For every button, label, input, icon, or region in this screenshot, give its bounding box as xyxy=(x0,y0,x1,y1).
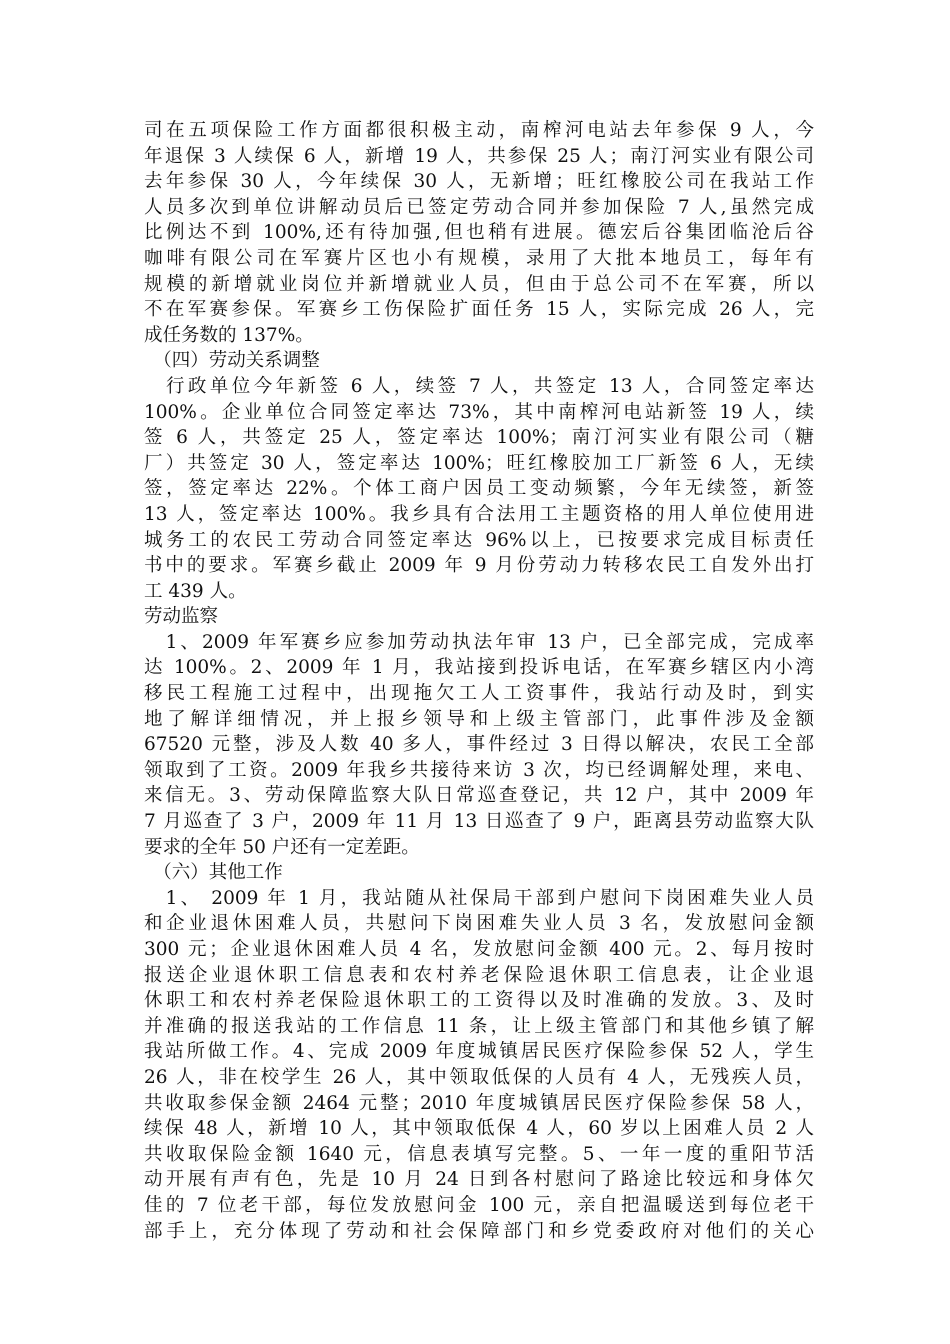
body-text xyxy=(144,118,814,1244)
text-line: 我站所做工作。4、完成 2009 年度城镇居民医疗保险参保 52 人，学生 xyxy=(144,1041,814,1063)
text-line: 人员多次到单位讲解动员后已签定劳动合同并参加保险 7 人,虽然完成 xyxy=(144,196,814,218)
text-line: 地了解详细情况，并上报乡领导和上级主管部门，此事件涉及金额 xyxy=(144,708,814,730)
text-line: 要求的全年 50 户还有一定差距。 xyxy=(144,836,420,858)
text-line: 1、2009 年军赛乡应参加劳动执法年审 13 户，已全部完成，完成率 xyxy=(144,631,814,653)
text-line: 签，签定率达 22%。个体工商户因员工变动频繁，今年无续签，新签 xyxy=(144,478,814,500)
text-line: 报送企业退休职工信息表和农村养老保险退休职工信息表，让企业退 xyxy=(144,964,814,986)
section-heading: （四）劳动关系调整 xyxy=(144,350,320,372)
text-line: 城务工的农民工劳动合同签定率达 96%以上，已按要求完成目标责任 xyxy=(144,529,814,551)
text-line: 厂）共签定 30 人，签定率达 100%；旺红橡胶加工厂新签 6 人，无续 xyxy=(144,452,814,474)
text-line: 续保 48 人，新增 10 人，其中领取低保 4 人，60 岁以上困难人员 2 人 xyxy=(144,1118,814,1140)
section-heading: 劳动监察 xyxy=(144,606,219,628)
text-line: 去年参保 30 人，今年续保 30 人，无新增；旺红橡胶公司在我站工作 xyxy=(144,171,814,193)
text-line: 来信无。3、劳动保障监察大队日常巡查登记，共 12 户，其中 2009 年 xyxy=(144,785,814,807)
text-line: 67520 元整，涉及人数 40 多人，事件经过 3 日得以解决，农民工全部 xyxy=(144,734,814,756)
text-line: 并准确的报送我站的工作信息 11 条，让上级主管部门和其他乡镇了解 xyxy=(144,1015,814,1037)
text-line: 100%。企业单位合同签定率达 73%，其中南榨河电站新签 19 人，续 xyxy=(144,401,814,423)
text-line: 行政单位今年新签 6 人，续签 7 人，共签定 13 人，合同签定率达 xyxy=(144,375,814,397)
text-line: 不在军赛参保。军赛乡工伤保险扩面任务 15 人，实际完成 26 人，完 xyxy=(144,299,814,321)
text-line: 动开展有声有色，先是 10 月 24 日到各村慰问了路途比较远和身体欠 xyxy=(144,1169,814,1191)
text-line: 年退保 3 人续保 6 人，新增 19 人，共参保 25 人；南汀河实业有限公司 xyxy=(144,145,814,167)
text-line: 13 人，签定率达 100%。我乡具有合法用工主题资格的用人单位使用进 xyxy=(144,503,814,525)
text-line: 和企业退休困难人员，共慰问下岗困难失业人员 3 名，发放慰问金额 xyxy=(144,913,814,935)
text-line: 1、 2009 年 1 月，我站随从社保局干部到户慰问下岗困难失业人员 xyxy=(144,887,814,909)
text-line: 休职工和农村养老保险退休职工的工资得以及时准确的发放。3、及时 xyxy=(144,990,814,1012)
text-line: 签 6 人，共签定 25 人，签定率达 100%；南汀河实业有限公司（糖 xyxy=(144,427,814,449)
text-line: 司在五项保险工作方面都很积极主动，南榨河电站去年参保 9 人，今 xyxy=(144,120,814,141)
text-line: 比例达不到 100%,还有待加强,但也稍有进展。德宏后谷集团临沧后谷 xyxy=(144,222,814,244)
text-line: 移民工程施工过程中，出现拖欠工人工资事件，我站行动及时，到实 xyxy=(144,683,814,705)
text-line: 共收取保险金额 1640 元，信息表填写完整。5、一年一度的重阳节活 xyxy=(144,1143,814,1165)
text-line: 工 439 人。 xyxy=(144,580,247,602)
section-heading: （六）其他工作 xyxy=(144,862,283,884)
text-line: 26 人，非在校学生 26 人，其中领取低保的人员有 4 人，无残疾人员， xyxy=(144,1066,814,1088)
text-line: 领取到了工资。2009 年我乡共接待来访 3 次，均已经调解处理，来电、 xyxy=(144,759,814,781)
text-line: 咖啡有限公司在军赛片区也小有规模，录用了大批本地员工，每年有 xyxy=(144,247,814,269)
text-line: 共收取参保金额 2464 元整；2010 年度城镇居民医疗保险参保 58 人， xyxy=(144,1092,814,1114)
text-line: 佳的 7 位老干部，每位发放慰问金 100 元，亲自把温暖送到每位老干 xyxy=(144,1194,814,1216)
text-line: 部手上，充分体现了劳动和社会保障部门和乡党委政府对他们的关心 xyxy=(144,1220,814,1242)
text-line: 书中的要求。军赛乡截止 2009 年 9 月份劳动力转移农民工自发外出打 xyxy=(144,555,814,577)
text-line: 成任务数的 137%。 xyxy=(144,324,314,346)
text-line: 达 100%。2、2009 年 1 月，我站接到投诉电话，在军赛乡辖区内小湾 xyxy=(144,657,814,679)
text-line: 7 月巡查了 3 户，2009 年 11 月 13 日巡查了 9 户，距离县劳动监察大队 xyxy=(144,811,814,833)
text-line: 300 元；企业退休困难人员 4 名，发放慰问金额 400 元。2、每月按时 xyxy=(144,939,814,960)
text-line: 规模的新增就业岗位并新增就业人员，但由于总公司不在军赛，所以 xyxy=(144,273,814,295)
